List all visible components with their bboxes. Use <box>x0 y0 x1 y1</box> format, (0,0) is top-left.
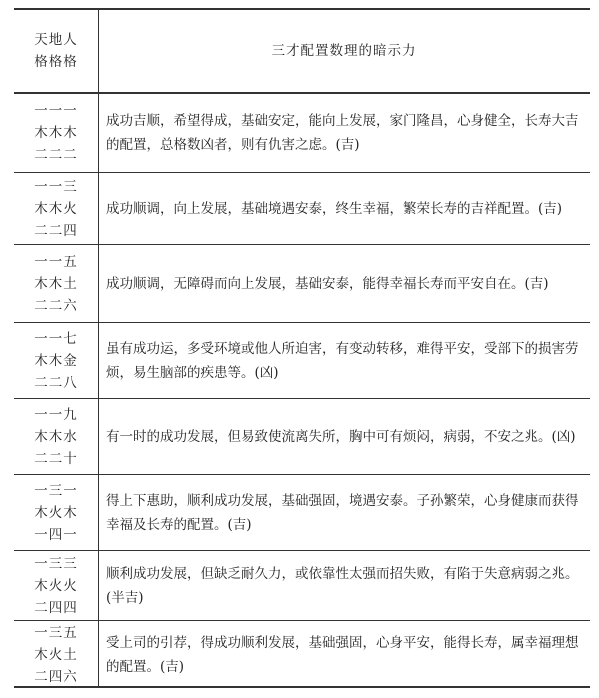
description-cell: 成功顺调，无障碍而向上发展，基础安泰，能得幸福长寿而平安自在。(吉) <box>106 275 549 292</box>
header-right-cell: 三才配置数理的暗示力 <box>271 43 417 59</box>
table-row <box>14 550 590 620</box>
table-row <box>14 322 590 398</box>
combo-numbers-top: 一三五 <box>34 624 78 641</box>
combo-elements: 木木水 <box>34 428 78 445</box>
combo-elements: 木火土 <box>34 646 78 663</box>
combo-cell <box>14 551 99 620</box>
table-header-row <box>14 10 590 94</box>
description-cell: 成功吉顺，希望得成，基础安定，能向上发展，家门隆昌，心身健全，长寿大吉的配置，总格数凶者，则有仇害之虑。(吉) <box>106 113 579 153</box>
table-row <box>14 94 590 172</box>
description-cell: 顺利成功发展，但缺乏耐久力，或依靠性太强而招失败，有陷于失意病弱之兆。(半吉) <box>106 565 579 606</box>
table-row <box>14 244 590 322</box>
description-cell: 有一时的成功发展，但易致使流离失所，胸中可有烦闷，病弱，不安之兆。(凶) <box>106 428 576 445</box>
combo-numbers-top: 一一七 <box>34 330 78 347</box>
header-left-line-1: 天地人 <box>34 32 78 48</box>
combo-elements: 木木金 <box>34 352 78 369</box>
description-cell: 成功顺调，向上发展，基础境遇安泰，终生幸福，繁荣长寿的吉祥配置。(吉) <box>106 200 563 217</box>
combo-numbers-top: 一一九 <box>34 406 78 423</box>
combo-numbers-bottom: 二四四 <box>34 599 78 616</box>
combo-numbers-bottom: 二二二 <box>34 147 78 163</box>
combo-elements: 木木土 <box>34 275 78 292</box>
combo-elements: 木木木 <box>34 125 78 141</box>
header-left-cell <box>14 10 99 92</box>
combo-cell <box>14 621 99 688</box>
combo-elements: 木火木 <box>34 504 78 521</box>
combo-numbers-bottom: 二二六 <box>34 297 78 314</box>
combo-elements: 木火火 <box>34 577 78 594</box>
combo-numbers-top: 一一一 <box>34 103 78 119</box>
table-row <box>14 172 590 244</box>
description-cell: 得上下惠助，顺利成功发展，基础强固，境遇安泰。子孙繁荣，心身健康而获得幸福及长寿的配置。(吉) <box>106 492 579 533</box>
combo-elements: 木木火 <box>34 200 78 217</box>
description-cell: 虽有成功运，多受环境或他人所迫害，有变动转移，难得平安，受部下的损害劳烦，易生脑部的疾患等。(凶) <box>106 340 579 381</box>
table-row <box>14 620 590 688</box>
combo-cell <box>14 475 99 550</box>
combo-cell <box>14 94 99 172</box>
numerology-table <box>14 8 590 688</box>
combo-cell <box>14 323 99 398</box>
combo-numbers-bottom: 二二四 <box>34 222 78 239</box>
combo-numbers-top: 一三三 <box>34 555 78 572</box>
combo-numbers-bottom: 二二十 <box>34 450 78 467</box>
combo-numbers-bottom: 二四六 <box>34 668 78 685</box>
combo-numbers-top: 一一三 <box>34 178 78 195</box>
combo-numbers-bottom: 一四一 <box>34 526 78 543</box>
description-cell: 受上司的引荐，得成功顺利发展，基础强固，心身平安，能得长寿，属幸福理想的配置。(吉) <box>106 634 579 675</box>
combo-numbers-top: 一三一 <box>34 482 78 499</box>
combo-numbers-top: 一一五 <box>34 253 78 270</box>
combo-cell <box>14 173 99 244</box>
combo-numbers-bottom: 二二八 <box>34 374 78 391</box>
table-row <box>14 474 590 550</box>
combo-cell <box>14 245 99 322</box>
header-left-line-2: 格格格 <box>34 54 78 70</box>
table-row <box>14 398 590 474</box>
combo-cell <box>14 399 99 474</box>
